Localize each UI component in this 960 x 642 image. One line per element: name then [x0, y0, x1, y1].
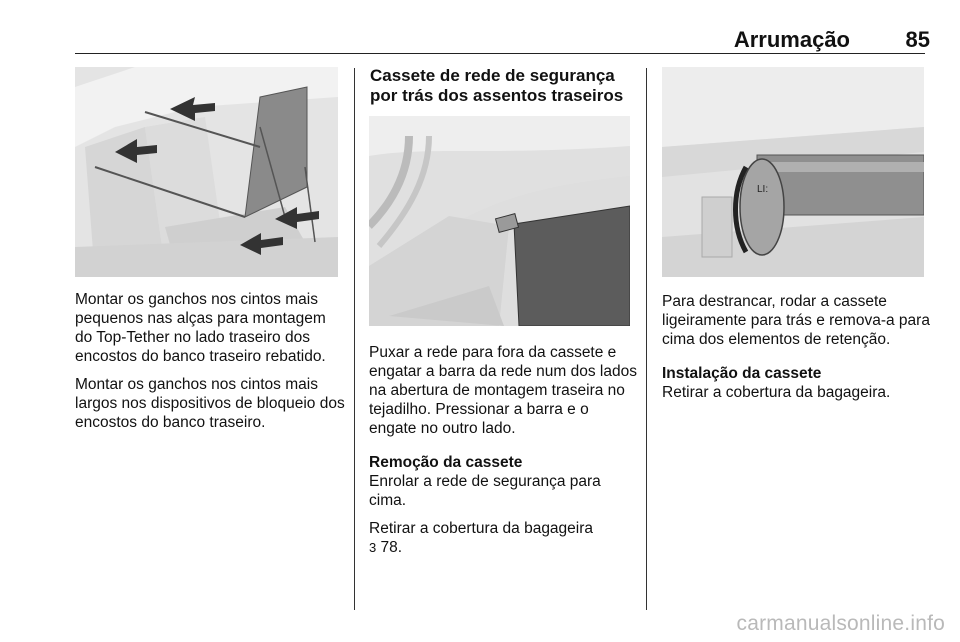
section-heading: Cassete de rede de segurança por trás dos assentos traseiros	[370, 66, 624, 105]
left-paragraph-1: Montar os ganchos nos cintos mais pequenos nas alças para montagem do Top-Tether no lado traseiro dos encostos do banco traseiro rebatido.	[75, 291, 326, 365]
page-number: 85	[905, 27, 930, 52]
header-rule	[75, 53, 925, 54]
left-paragraph-2: Montar os ganchos nos cintos mais largos nos dispositivos de bloqueio dos encostos do banco traseiro.	[75, 376, 345, 431]
left-column-text	[75, 290, 345, 441]
illustration-rear-seat-hooks	[75, 67, 338, 277]
column-divider-left	[354, 68, 355, 610]
install-section	[662, 364, 932, 402]
middle-column-text	[369, 343, 639, 566]
column-divider-right	[646, 68, 647, 610]
svg-text:LI:: LI:	[757, 184, 769, 195]
right-column-text	[662, 292, 932, 411]
right-paragraph-1: Para destrancar, rodar a cassete ligeiramente para trás e remova-a para cima dos elementos de retenção.	[662, 293, 930, 348]
install-text: Retirar a cobertura da bagageira.	[662, 384, 891, 401]
removal-section	[369, 453, 639, 510]
illustration-cassette-roll	[662, 67, 924, 277]
removal-text-2: Retirar a cobertura da bagageira	[369, 520, 594, 537]
removal-text: Enrolar a rede de segurança para cima.	[369, 473, 601, 509]
install-heading: Instalação da cassete	[662, 365, 822, 382]
footer-watermark: carmanualsonline.info	[736, 612, 945, 635]
removal-heading: Remoção da cassete	[369, 454, 523, 471]
running-header-title: Arrumação	[733, 27, 850, 52]
middle-paragraph-1: Puxar a rede para fora da cassete e engatar a barra da rede num dos lados na abertura de montagem traseira no tejadilho. Pressionar a barra e o engate no outro lado.	[369, 344, 637, 437]
cross-reference-arrow-icon: 3	[369, 540, 377, 555]
illustration-cassette-roof-mount	[369, 116, 630, 326]
cross-reference-page-link[interactable]: 78.	[380, 539, 403, 556]
removal-text-2-para	[369, 519, 639, 557]
